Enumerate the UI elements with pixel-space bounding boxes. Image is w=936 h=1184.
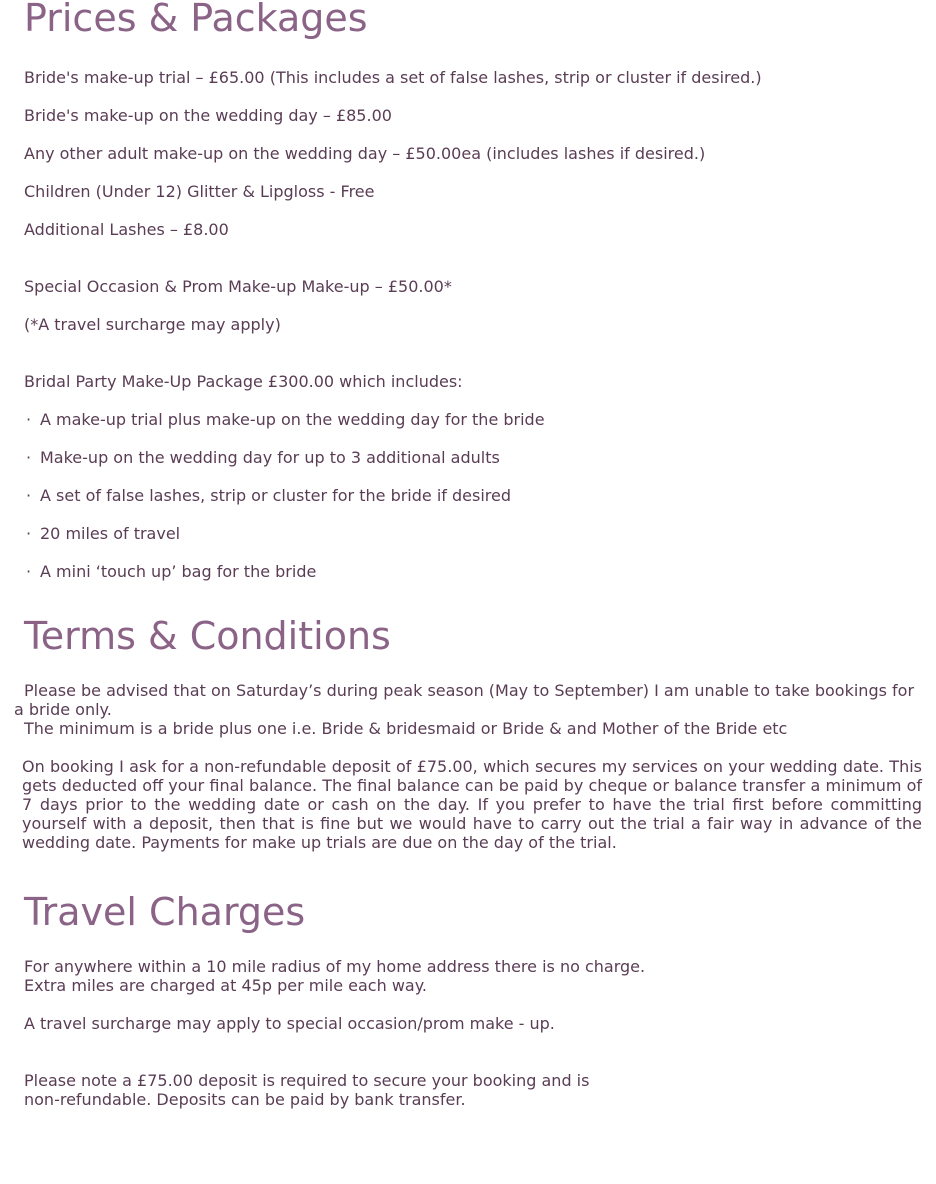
terms-saturday-note: Please be advised that on Saturday’s during peak season (May to September) I am unable to take bookings for a bride only. <box>14 681 915 719</box>
bullet-icon: · <box>26 410 32 429</box>
list-item-text: A set of false lashes, strip or cluster for the bride if desired <box>40 486 511 505</box>
list-item <box>26 486 511 505</box>
list-item-text: 20 miles of travel <box>40 524 181 543</box>
price-line-other-adult: Any other adult make-up on the wedding day – £50.00ea (includes lashes if desired.) <box>24 144 706 163</box>
terms-heading: Terms & Conditions <box>24 614 391 658</box>
prices-heading: Prices & Packages <box>24 0 368 40</box>
travel-extra-miles-line: Extra miles are charged at 45p per mile each way. <box>24 976 427 995</box>
price-line-lashes: Additional Lashes – £8.00 <box>24 220 229 239</box>
price-line-children: Children (Under 12) Glitter & Lipgloss - Free <box>24 182 375 201</box>
list-item-text: A mini ‘touch up’ bag for the bride <box>40 562 317 581</box>
list-item <box>26 562 316 581</box>
price-line-bridal-package: Bridal Party Make-Up Package £300.00 which includes: <box>24 372 463 391</box>
travel-heading: Travel Charges <box>24 890 306 934</box>
bullet-icon: · <box>26 448 32 467</box>
bullet-icon: · <box>26 524 32 543</box>
price-line-bride-wedding: Bride's make-up on the wedding day – £85.00 <box>24 106 392 125</box>
travel-deposit-line-1: Please note a £75.00 deposit is required to secure your booking and is <box>24 1071 590 1090</box>
list-item <box>26 524 180 543</box>
list-item-text: Make-up on the wedding day for up to 3 additional adults <box>40 448 500 467</box>
price-line-bride-trial: Bride's make-up trial – £65.00 (This includes a set of false lashes, strip or cluster if desired.) <box>24 68 762 87</box>
terms-deposit-paragraph: On booking I ask for a non-refundable deposit of £75.00, which secures my services on your wedding date. This gets deducted off your final balance. The final balance can be paid by cheque or balance transfer a minimum of 7 days prior to the wedding date or cash on the day. If you prefer to have the trial first before committing yourself with a deposit, then that is fine but we would have to carry out the trial a fair way in advance of the wedding date. Payments for make up trials are due on the day of the trial. <box>22 757 922 852</box>
travel-surcharge-line: A travel surcharge may apply to special occasion/prom make - up. <box>24 1014 555 1033</box>
list-item <box>26 448 500 467</box>
list-item <box>26 410 545 429</box>
bullet-icon: · <box>26 562 32 581</box>
travel-deposit-line-2: non-refundable. Deposits can be paid by bank transfer. <box>24 1090 466 1109</box>
travel-radius-line: For anywhere within a 10 mile radius of my home address there is no charge. <box>24 957 646 976</box>
terms-minimum: The minimum is a bride plus one i.e. Bride & bridesmaid or Bride & and Mother of the Bride etc <box>24 719 788 738</box>
list-item-text: A make-up trial plus make-up on the wedding day for the bride <box>40 410 545 429</box>
bullet-icon: · <box>26 486 32 505</box>
price-line-travel-note: (*A travel surcharge may apply) <box>24 315 281 334</box>
price-line-special-occasion: Special Occasion & Prom Make-up Make-up – £50.00* <box>24 277 452 296</box>
